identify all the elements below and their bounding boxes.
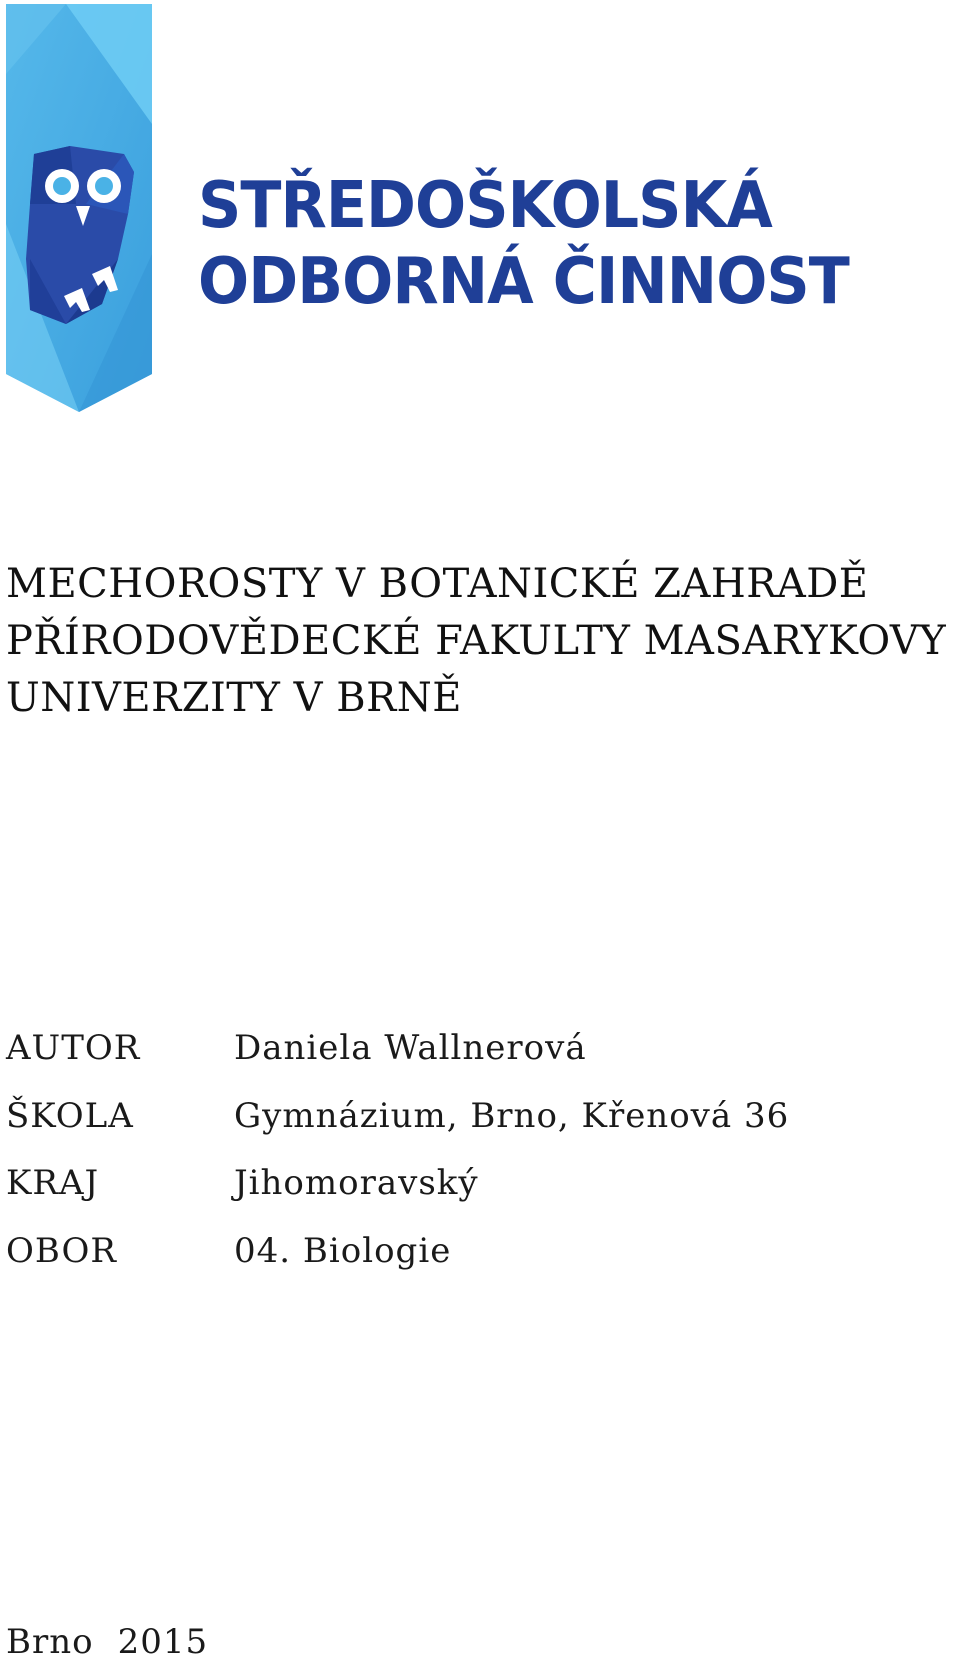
document-title <box>6 556 956 727</box>
info-value: 04. Biologie <box>234 1230 452 1271</box>
footer-place-date <box>6 1622 208 1662</box>
footer-city: Brno <box>6 1622 94 1662</box>
info-label: AUTOR <box>6 1028 141 1068</box>
info-label: KRAJ <box>6 1163 100 1203</box>
info-value: Gymnázium, Brno, Křenová 36 <box>234 1095 790 1136</box>
logo-wordmark <box>198 168 890 320</box>
info-row-region <box>6 1163 906 1231</box>
title-line-1: MECHOROSTY V BOTANICKÉ ZAHRADĚ <box>6 561 869 607</box>
footer-year: 2015 <box>117 1622 209 1662</box>
title-line-2: PŘÍRODOVĚDECKÉ FAKULTY MASARYKOVY <box>6 618 947 664</box>
title-line-3: UNIVERZITY V BRNĚ <box>6 675 462 721</box>
logo-line-1: STŘEDOŠKOLSKÁ <box>198 169 772 243</box>
info-row-author <box>6 1028 906 1096</box>
info-label: OBOR <box>6 1230 117 1271</box>
info-label: ŠKOLA <box>6 1095 134 1136</box>
info-row-field <box>6 1231 906 1299</box>
info-table <box>6 1028 906 1298</box>
owl-logo-icon <box>6 4 152 412</box>
logo-line-2: ODBORNÁ ČINNOST <box>198 245 849 319</box>
info-value: Daniela Wallnerová <box>234 1028 587 1068</box>
info-row-school <box>6 1096 906 1164</box>
info-value: Jihomoravský <box>234 1163 479 1203</box>
